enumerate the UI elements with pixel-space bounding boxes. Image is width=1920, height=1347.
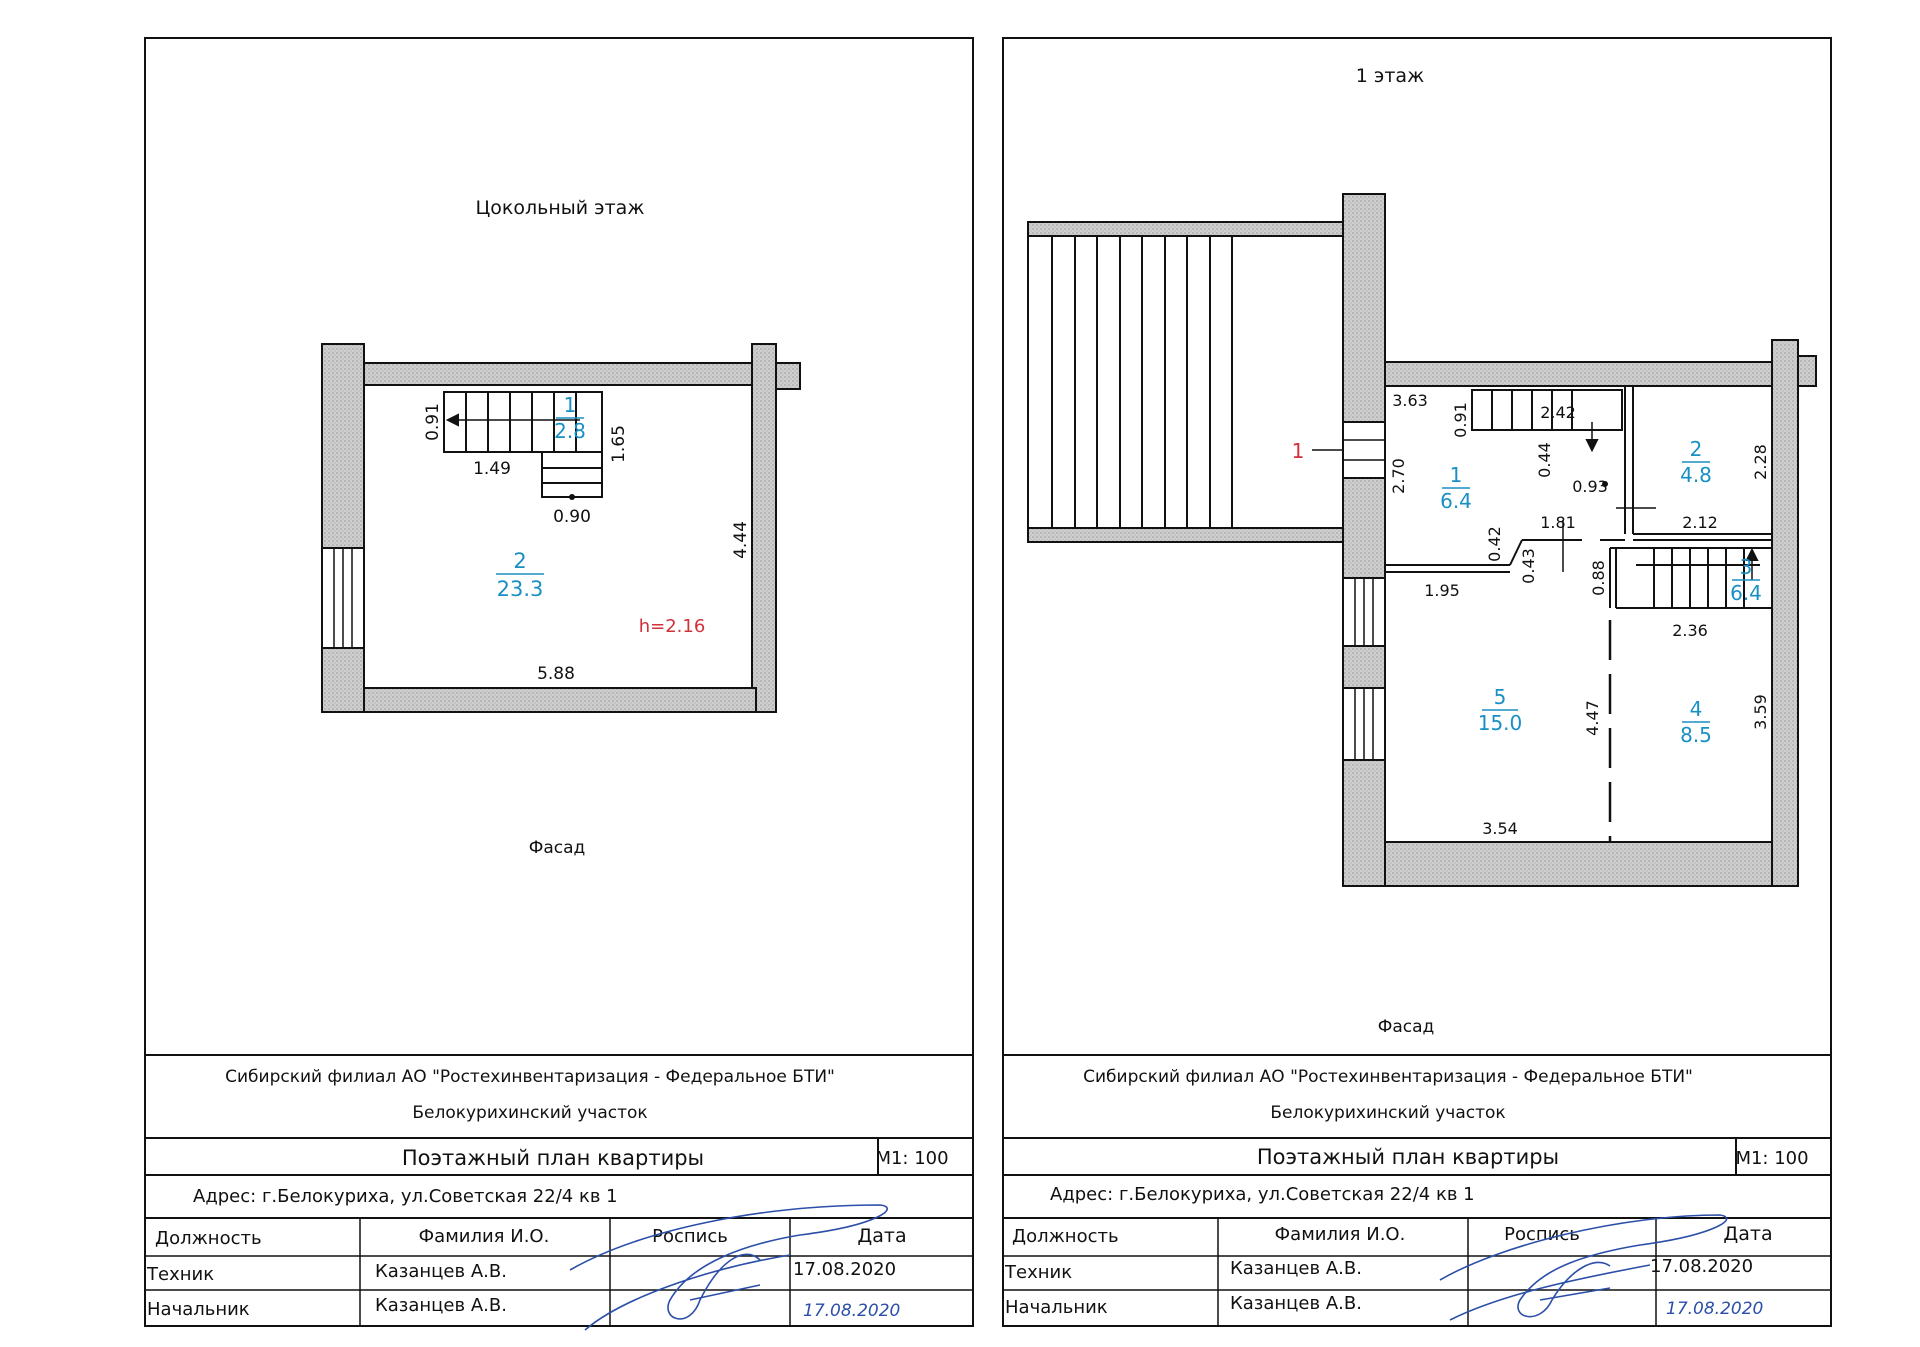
right-room-1-area: 6.4 [1440,489,1472,513]
left-title-block [145,1055,973,1330]
left-col-signature: Роспись [652,1226,728,1247]
left-dim: 1.65 [609,425,629,463]
left-room-2-area: 23.3 [496,577,544,601]
right-entrance-door [1343,422,1385,478]
right-dim: 0.43 [1519,548,1538,584]
right-address: Адрес: г.Белокуриха, ул.Советская 22/4 кв 1 [1050,1184,1475,1205]
right-sheet [1003,38,1831,1326]
left-room-2-number: 2 [513,549,527,573]
right-title-block [1003,1055,1831,1326]
right-room-1-number: 1 [1449,463,1463,487]
right-plan-title: Поэтажный план квартиры [1256,1145,1560,1169]
left-wall [364,688,756,712]
right-dim: 0.42 [1485,526,1504,562]
right-dim: 1.81 [1540,513,1576,532]
left-wall [322,344,364,712]
right-dim: 1.95 [1424,581,1460,600]
left-row2-name: Казанцев А.В. [375,1295,507,1316]
right-dim: 0.91 [1451,402,1470,438]
left-stair-dot [569,494,575,500]
left-org-line1: Сибирский филиал АО "Ростехинвентаризация - Федеральное БТИ" [225,1067,835,1087]
right-org-line1: Сибирский филиал АО "Ростехинвентаризация - Федеральное БТИ" [1083,1067,1693,1087]
left-dim: 4.44 [731,521,751,559]
left-row1-position: Техник [147,1264,215,1285]
left-row2-date-handwritten: 17.08.2020 [803,1301,901,1321]
right-org-line2: Белокурихинский участок [1270,1103,1506,1123]
left-wall [752,344,776,712]
left-dim: 5.88 [537,664,575,684]
right-wall [1385,362,1774,386]
right-scale: М1: 100 [1735,1148,1809,1169]
right-room-5-number: 5 [1493,685,1507,709]
left-wall [776,363,800,389]
right-wall [1772,340,1798,886]
right-row2-name: Казанцев А.В. [1230,1293,1362,1314]
right-dim: 2.28 [1751,444,1770,480]
left-dim: 1.49 [473,459,511,479]
right-row2-date-handwritten: 17.08.2020 [1666,1299,1764,1319]
left-room-1-area: 2.8 [554,419,586,443]
right-dim: 4.47 [1583,700,1602,736]
right-col-position: Должность [1012,1226,1119,1247]
right-room-2-number: 2 [1689,437,1703,461]
right-wall [1798,356,1816,386]
right-dim: 2.70 [1389,458,1408,494]
right-dim: 2.42 [1540,403,1576,422]
right-row1-name: Казанцев А.В. [1230,1258,1362,1279]
left-org-line2: Белокурихинский участок [412,1103,648,1123]
right-dim: 2.12 [1682,513,1718,532]
right-row2-position: Начальник [1005,1297,1108,1318]
right-room-3-number: 3 [1739,555,1753,579]
right-dim: 3.59 [1751,694,1770,730]
right-dim: 0.44 [1535,442,1554,478]
left-dim: 0.91 [423,403,443,441]
right-room-2-area: 4.8 [1680,463,1712,487]
left-facade-label: Фасад [528,838,586,858]
right-row1-position: Техник [1005,1262,1073,1283]
right-interior [1385,386,1772,842]
right-wall [1385,842,1772,886]
right-room-3-area: 6.4 [1730,581,1762,605]
left-dim: 0.90 [553,507,591,527]
left-row1-date: 17.08.2020 [793,1259,897,1280]
left-height-note: h=2.16 [638,616,706,637]
left-room-1-number: 1 [563,393,577,417]
right-floor-plan [1028,194,1816,886]
left-wall [364,363,756,385]
left-floor-title: Цокольный этаж [475,197,645,219]
right-room-5-area: 15.0 [1477,711,1523,735]
right-col-date: Дата [1723,1223,1773,1245]
right-dim: 2.36 [1672,621,1708,640]
left-col-name: Фамилия И.О. [418,1226,550,1247]
right-dim: 0.88 [1589,560,1608,596]
right-row1-date: 17.08.2020 [1650,1256,1754,1277]
left-col-date: Дата [857,1225,907,1247]
right-dim: 0.93 [1572,477,1608,496]
left-plan-title: Поэтажный план квартиры [401,1146,705,1170]
left-scale: М1: 100 [875,1148,949,1169]
right-entrance-marker: 1 [1291,439,1305,463]
left-row1-name: Казанцев А.В. [375,1261,507,1282]
left-floor-plan [322,344,800,712]
right-dim: 3.63 [1392,391,1428,410]
right-floor-title: 1 этаж [1355,65,1425,87]
right-room-4-number: 4 [1689,697,1703,721]
right-room-4-area: 8.5 [1680,723,1712,747]
left-address: Адрес: г.Белокуриха, ул.Советская 22/4 кв 1 [193,1186,618,1207]
left-row2-position: Начальник [147,1299,250,1320]
left-sheet [145,38,973,1330]
right-facade-label: Фасад [1377,1017,1435,1037]
right-col-signature: Роспись [1504,1224,1580,1245]
right-wall [1343,194,1385,886]
right-col-name: Фамилия И.О. [1274,1224,1406,1245]
right-dim: 3.54 [1482,819,1518,838]
right-external-staircase [1028,222,1343,542]
left-col-position: Должность [155,1228,262,1249]
